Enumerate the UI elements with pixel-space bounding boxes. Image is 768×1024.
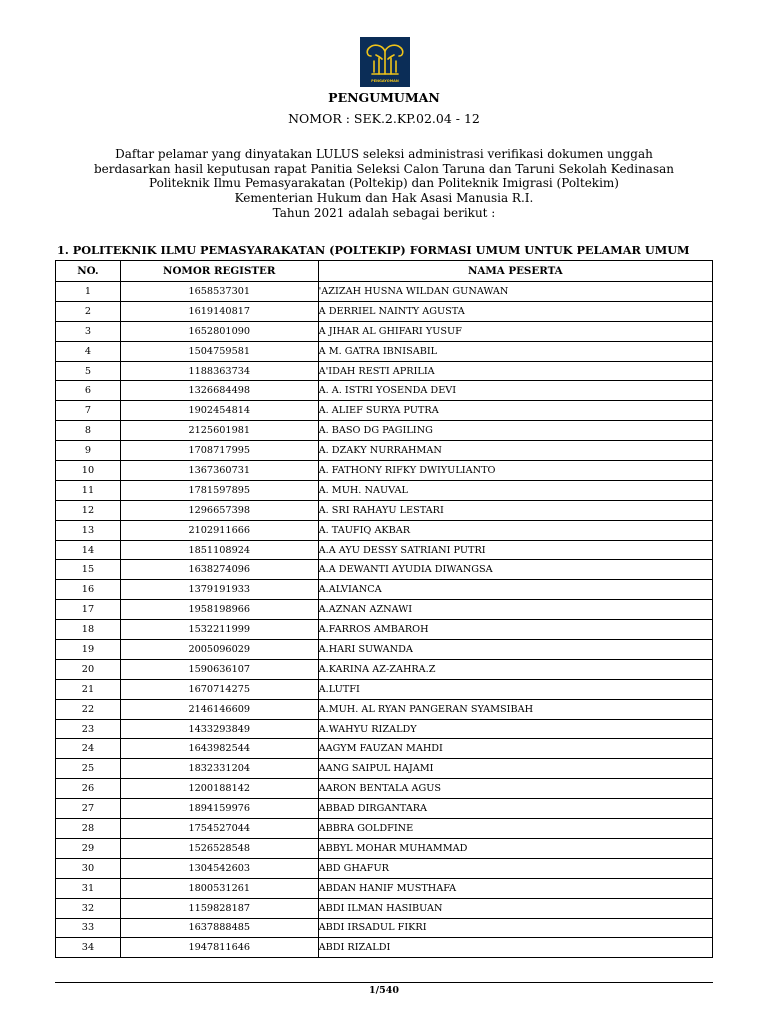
- row-number: 20: [56, 659, 121, 679]
- header-no: NO.: [56, 261, 121, 282]
- table-row: [56, 938, 713, 958]
- row-number: 11: [56, 480, 121, 500]
- row-number: 8: [56, 421, 121, 441]
- row-number: 27: [56, 799, 121, 819]
- table-row: [56, 779, 713, 799]
- table-row: [56, 600, 713, 620]
- participant-name: ABDAN HANIF MUSTHAFA: [318, 878, 712, 898]
- intro-line: Daftar pelamar yang dinyatakan LULUS seleksi administrasi verifikasi dokumen unggah: [115, 147, 653, 161]
- row-number: 23: [56, 719, 121, 739]
- table-row: [56, 878, 713, 898]
- table-row: [56, 679, 713, 699]
- participant-name: A JIHAR AL GHIFARI YUSUF: [318, 321, 712, 341]
- pengayoman-logo: [360, 37, 410, 87]
- row-number: 7: [56, 401, 121, 421]
- table-row: [56, 441, 713, 461]
- register-number: 1658537301: [120, 282, 318, 302]
- participants-table: [55, 260, 713, 958]
- register-number: 1296657398: [120, 500, 318, 520]
- table-row: [56, 898, 713, 918]
- register-number: 2102911666: [120, 520, 318, 540]
- table-row: [56, 739, 713, 759]
- table-row: [56, 699, 713, 719]
- row-number: 17: [56, 600, 121, 620]
- table-row: [56, 381, 713, 401]
- table-row: [56, 918, 713, 938]
- row-number: 5: [56, 361, 121, 381]
- register-number: 1619140817: [120, 301, 318, 321]
- register-number: 1902454814: [120, 401, 318, 421]
- register-number: 1832331204: [120, 759, 318, 779]
- participant-name: ABBYL MOHAR MUHAMMAD: [318, 838, 712, 858]
- row-number: 26: [56, 779, 121, 799]
- register-number: 1643982544: [120, 739, 318, 759]
- table-row: [56, 421, 713, 441]
- row-number: 14: [56, 540, 121, 560]
- register-number: 1367360731: [120, 461, 318, 481]
- register-number: 1781597895: [120, 480, 318, 500]
- participant-name: A'IDAH RESTI APRILIA: [318, 361, 712, 381]
- register-number: 1532211999: [120, 620, 318, 640]
- participant-name: AAGYM FAUZAN MAHDI: [318, 739, 712, 759]
- participant-name: ABBAD DIRGANTARA: [318, 799, 712, 819]
- table-row: [56, 858, 713, 878]
- participant-name: A.ALVIANCA: [318, 580, 712, 600]
- participant-name: A. FATHONY RIFKY DWIYULIANTO: [318, 461, 712, 481]
- participant-name: ABDI RIZALDI: [318, 938, 712, 958]
- row-number: 6: [56, 381, 121, 401]
- row-number: 13: [56, 520, 121, 540]
- register-number: 1800531261: [120, 878, 318, 898]
- register-number: 1637888485: [120, 918, 318, 938]
- row-number: 34: [56, 938, 121, 958]
- table-row: [56, 301, 713, 321]
- table-row: [56, 620, 713, 640]
- table-row: [56, 799, 713, 819]
- register-number: 1754527044: [120, 819, 318, 839]
- table-row: [56, 540, 713, 560]
- register-number: 1708717995: [120, 441, 318, 461]
- table-row: [56, 321, 713, 341]
- table-row: [56, 282, 713, 302]
- register-number: 1433293849: [120, 719, 318, 739]
- table-row: [56, 520, 713, 540]
- table-row: [56, 401, 713, 421]
- table-row: [56, 341, 713, 361]
- row-number: 30: [56, 858, 121, 878]
- footer-divider: [55, 982, 713, 983]
- register-number: 1638274096: [120, 560, 318, 580]
- participant-name: ABDI IRSADUL FIKRI: [318, 918, 712, 938]
- register-number: 2146146609: [120, 699, 318, 719]
- row-number: 32: [56, 898, 121, 918]
- row-number: 19: [56, 640, 121, 660]
- row-number: 28: [56, 819, 121, 839]
- register-number: 2005096029: [120, 640, 318, 660]
- participant-name: A M. GATRA IBNISABIL: [318, 341, 712, 361]
- row-number: 18: [56, 620, 121, 640]
- register-number: 1326684498: [120, 381, 318, 401]
- participant-name: A.A DEWANTI AYUDIA DIWANGSA: [318, 560, 712, 580]
- row-number: 3: [56, 321, 121, 341]
- intro-line: Tahun 2021 adalah sebagai berikut :: [272, 205, 496, 220]
- register-number: 1590636107: [120, 659, 318, 679]
- table-row: [56, 560, 713, 580]
- intro-paragraph: [80, 147, 688, 221]
- participant-name: 'AZIZAH HUSNA WILDAN GUNAWAN: [318, 282, 712, 302]
- participant-name: A DERRIEL NAINTY AGUSTA: [318, 301, 712, 321]
- intro-line: Kementerian Hukum dan Hak Asasi Manusia R.I.: [234, 191, 534, 206]
- participant-name: A. BASO DG PAGILING: [318, 421, 712, 441]
- page-number: 1/540: [369, 985, 399, 996]
- table-row: [56, 461, 713, 481]
- document-number: NOMOR : SEK.2.KP.02.04 - 12: [288, 111, 480, 126]
- row-number: 25: [56, 759, 121, 779]
- participant-name: A. DZAKY NURRAHMAN: [318, 441, 712, 461]
- table-row: [56, 819, 713, 839]
- register-number: 1526528548: [120, 838, 318, 858]
- row-number: 29: [56, 838, 121, 858]
- participant-name: A. TAUFIQ AKBAR: [318, 520, 712, 540]
- logo-caption: PENGAYOMAN: [371, 79, 399, 83]
- register-number: 1304542603: [120, 858, 318, 878]
- table-row: [56, 759, 713, 779]
- register-number: 1958198966: [120, 600, 318, 620]
- register-number: 1188363734: [120, 361, 318, 381]
- section-title: 1. POLITEKNIK ILMU PEMASYARAKATAN (POLTEKIP) FORMASI UMUM UNTUK PELAMAR UMUM: [57, 243, 690, 257]
- table-row: [56, 719, 713, 739]
- participant-name: A.AZNAN AZNAWI: [318, 600, 712, 620]
- register-number: 1851108924: [120, 540, 318, 560]
- row-number: 2: [56, 301, 121, 321]
- page-title: PENGUMUMAN: [328, 90, 440, 105]
- register-number: 1894159976: [120, 799, 318, 819]
- row-number: 31: [56, 878, 121, 898]
- row-number: 10: [56, 461, 121, 481]
- participant-name: A.KARINA AZ-ZAHRA.Z: [318, 659, 712, 679]
- row-number: 4: [56, 341, 121, 361]
- row-number: 24: [56, 739, 121, 759]
- participant-name: ABD GHAFUR: [318, 858, 712, 878]
- table-row: [56, 659, 713, 679]
- table-row: [56, 580, 713, 600]
- participant-name: A.A AYU DESSY SATRIANI PUTRI: [318, 540, 712, 560]
- participant-name: AANG SAIPUL HAJAMI: [318, 759, 712, 779]
- row-number: 15: [56, 560, 121, 580]
- row-number: 9: [56, 441, 121, 461]
- row-number: 16: [56, 580, 121, 600]
- register-number: 2125601981: [120, 421, 318, 441]
- register-number: 1947811646: [120, 938, 318, 958]
- row-number: 22: [56, 699, 121, 719]
- row-number: 12: [56, 500, 121, 520]
- table-row: [56, 838, 713, 858]
- intro-line: Politeknik Ilmu Pemasyarakatan (Poltekip) dan Politeknik Imigrasi (Poltekim): [149, 176, 619, 191]
- participant-name: A.HARI SUWANDA: [318, 640, 712, 660]
- header-register: NOMOR REGISTER: [120, 261, 318, 282]
- row-number: 21: [56, 679, 121, 699]
- participant-name: A.LUTFI: [318, 679, 712, 699]
- register-number: 1200188142: [120, 779, 318, 799]
- table-body: [56, 282, 713, 958]
- register-number: 1159828187: [120, 898, 318, 918]
- table-row: [56, 640, 713, 660]
- participant-name: AARON BENTALA AGUS: [318, 779, 712, 799]
- participant-name: A. SRI RAHAYU LESTARI: [318, 500, 712, 520]
- register-number: 1379191933: [120, 580, 318, 600]
- intro-line: berdasarkan hasil keputusan rapat Panitia Seleksi Calon Taruna dan Taruni Sekolah Kedinasan: [93, 161, 674, 176]
- table-row: [56, 500, 713, 520]
- header-name: NAMA PESERTA: [318, 261, 712, 282]
- register-number: 1670714275: [120, 679, 318, 699]
- participant-name: A. ALIEF SURYA PUTRA: [318, 401, 712, 421]
- participant-name: A. A. ISTRI YOSENDA DEVI: [318, 381, 712, 401]
- register-number: 1504759581: [120, 341, 318, 361]
- row-number: 1: [56, 282, 121, 302]
- row-number: 33: [56, 918, 121, 938]
- table-row: [56, 480, 713, 500]
- register-number: 1652801090: [120, 321, 318, 341]
- participant-name: A.WAHYU RIZALDY: [318, 719, 712, 739]
- table-header-row: [56, 261, 713, 282]
- participant-name: A. MUH. NAUVAL: [318, 480, 712, 500]
- participant-name: ABBRA GOLDFINE: [318, 819, 712, 839]
- table-row: [56, 361, 713, 381]
- participant-name: A.FARROS AMBAROH: [318, 620, 712, 640]
- participant-name: ABDI ILMAN HASIBUAN: [318, 898, 712, 918]
- participant-name: A.MUH. AL RYAN PANGERAN SYAMSIBAH: [318, 699, 712, 719]
